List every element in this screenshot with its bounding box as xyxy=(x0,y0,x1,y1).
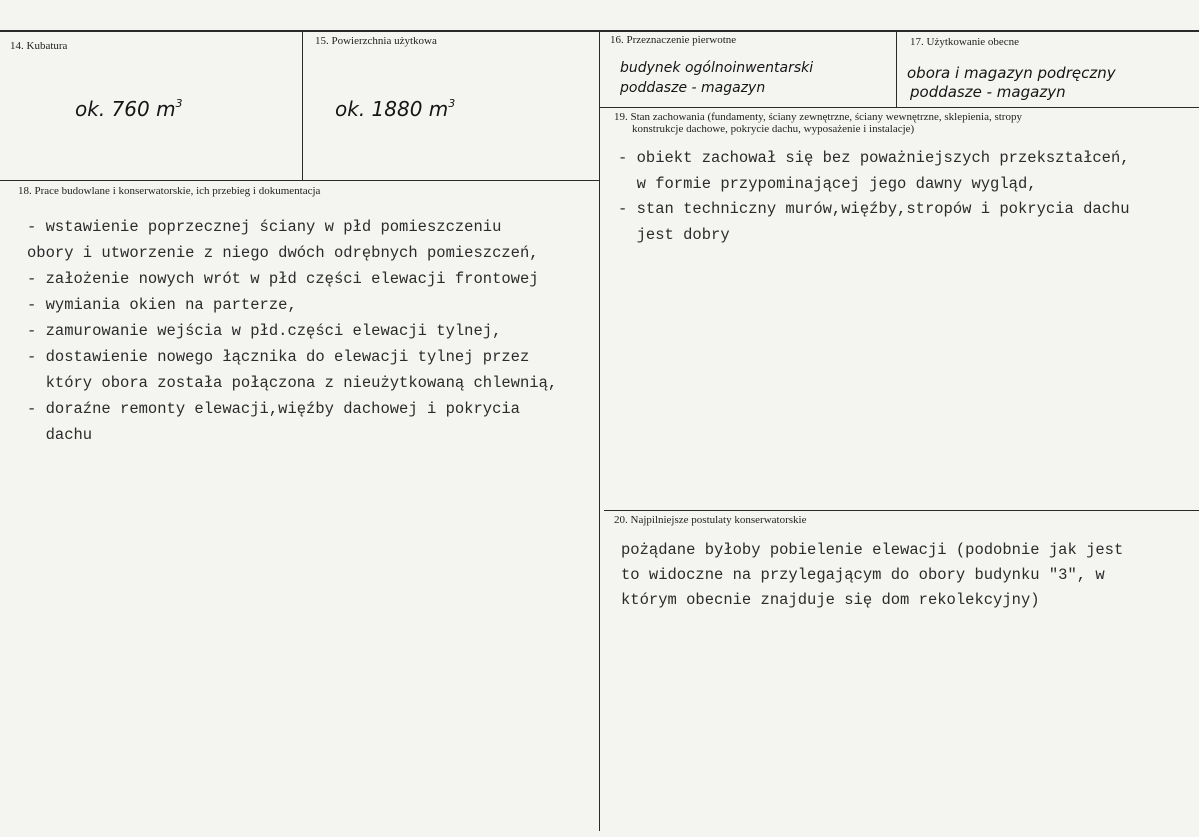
label-postulaty: 20. Najpilniejsze postulaty konserwatorskie xyxy=(614,514,807,526)
divider-row2-right xyxy=(599,107,1199,108)
prace-line: - zamurowanie wejścia w płd.części elewacji tylnej, xyxy=(27,322,502,340)
value-uzytkowanie-line1: obora i magazyn podręczny xyxy=(907,64,1116,82)
prace-budowlane-text xyxy=(27,214,557,448)
value-przeznaczenie-line1: budynek ogólnoinwentarski xyxy=(620,60,814,76)
stan-zachowania-text xyxy=(618,146,1130,248)
label-kubatura: 14. Kubatura xyxy=(10,40,68,52)
prace-line: - założenie nowych wrót w płd części elewacji frontowej xyxy=(27,270,539,288)
value-uzytkowanie-line2: poddasze - magazyn xyxy=(910,83,1066,101)
divider-left-right xyxy=(599,31,600,831)
label-stan-zachowania-line2: konstrukcje dachowe, pokrycie dachu, wyposażenie i instalacje) xyxy=(632,123,915,135)
prace-line: - wstawienie poprzecznej ściany w płd pomieszczeniu xyxy=(27,218,502,236)
stan-line: - obiekt zachował się bez poważniejszych przekształceń, xyxy=(618,149,1130,167)
divider-14-15 xyxy=(302,31,303,181)
label-powierzchnia: 15. Powierzchnia użytkowa xyxy=(315,35,437,47)
label-przeznaczenie-pierwotne: 16. Przeznaczenie pierwotne xyxy=(610,34,737,46)
prace-line: - dostawienie nowego łącznika do elewacji tylnej przez xyxy=(27,348,530,366)
divider-16-17 xyxy=(896,31,897,107)
postulaty-line: pożądane byłoby pobielenie elewacji (podobnie jak jest xyxy=(621,541,1124,559)
prace-line: dachu xyxy=(27,426,93,444)
prace-line: - wymiania okien na parterze, xyxy=(27,296,297,314)
divider-row2-left xyxy=(0,180,600,181)
stan-line: w formie przypominającej jego dawny wygląd, xyxy=(618,174,1037,193)
label-stan-zachowania-line1: 19. Stan zachowania (fundamenty, ściany zewnętrzne, ściany wewnętrzne, sklepienia, stropy xyxy=(614,111,1022,123)
value-powierzchnia: ok. 1880 $m^3$ xyxy=(335,97,456,121)
postulaty-text xyxy=(621,538,1123,613)
postulaty-line: to widoczne na przylegającym do obory budynku "3", w xyxy=(621,566,1105,584)
prace-line: który obora została połączona z nieużytkowaną chlewnią, xyxy=(27,374,558,392)
prace-line: - doraźne remonty elewacji,więźby dachowej i pokrycia xyxy=(27,400,520,418)
label-prace-budowlane: 18. Prace budowlane i konserwatorskie, ich przebieg i dokumentacja xyxy=(18,185,321,197)
label-uzytkowanie-obecne: 17. Użytkowanie obecne xyxy=(910,36,1020,48)
stan-line: jest dobry xyxy=(618,225,730,244)
stan-line: - stan techniczny murów,więźby,stropów i pokrycia dachu xyxy=(618,200,1130,218)
prace-line: obory i utworzenie z niego dwóch odrębnych pomieszczeń, xyxy=(27,244,539,262)
divider-19-20 xyxy=(604,510,1199,511)
postulaty-line: którym obecnie znajduje się dom rekolekcyjny) xyxy=(621,591,1040,609)
value-przeznaczenie-line2: poddasze - magazyn xyxy=(620,80,766,96)
value-kubatura: ok. 760 $m^3$ xyxy=(75,97,183,121)
